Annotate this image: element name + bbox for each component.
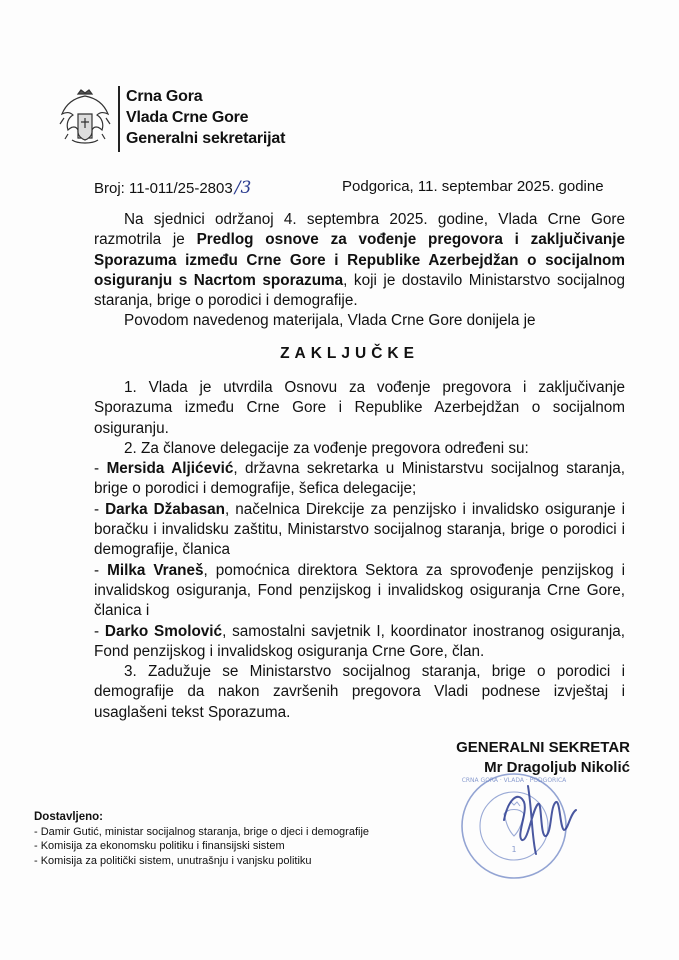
handwritten-signature-icon xyxy=(498,780,588,860)
member-prefix: - xyxy=(94,622,105,640)
distribution-title: Dostavljeno: xyxy=(34,811,104,823)
member-prefix: - xyxy=(94,561,108,579)
delegation-member xyxy=(94,561,625,622)
conclusion-3: 3. Zadužuje se Ministarstvo socijalnog staranja, brige o porodici i demografije da nakon završenih pregovora Vladi podnese izvještaj i usaglašeni tekst Sporazuma. xyxy=(94,663,625,721)
conclusion-2: 2. Za članove delegacije za vođenje pregovora određeni su: xyxy=(124,439,529,457)
reference-number-group xyxy=(94,178,251,198)
institution-header xyxy=(126,86,285,149)
document-title: ZAKLJUČKE xyxy=(280,345,419,362)
signatory-role: GENERALNI SEKRETAR xyxy=(456,739,630,756)
header-government: Vlada Crne Gore xyxy=(126,109,249,126)
distribution-item: - Komisija za politički sistem, unutrašnju i vanjsku politiku xyxy=(34,854,312,867)
intro-text-a: Na sjednici održanoj 4. septembra 2025. godine, Vlada Crne Gore razmotrila je xyxy=(94,211,625,249)
intro-proposal-title: Predlog osnove za vođenje pregovora i zaključivanje Sporazuma između Crne Gore i Republike Azerbejdžan o socijalnom osiguranju s Nacrtom sporazuma xyxy=(94,231,625,289)
header-secretariat: Generalni sekretarijat xyxy=(126,130,286,147)
distribution-list xyxy=(34,810,369,868)
member-name: Mersida Aljićević xyxy=(106,460,234,478)
member-description: , državna sekretarka u Ministarstvu socijalnog staranja, brige o porodici i demografije, šefica delegacije; xyxy=(94,460,625,498)
stamp-number: 1 xyxy=(511,845,517,854)
reference-number: Broj: 11-011/25-2803 xyxy=(94,180,233,197)
member-description: , pomoćnica direktora Sektora za sprovođenje penzijskog i invalidskog osiguranja, Fond penzijskog i invalidskog osiguranja Crne Gore, članica i xyxy=(94,561,625,620)
intro-paragraph xyxy=(94,210,625,311)
intro-paragraph-2: Povodom navedenog materijala, Vlada Crne Gore donijela je xyxy=(124,312,536,330)
member-name: Darka Džabasan xyxy=(105,500,226,518)
signatory-name: Mr Dragoljub Nikolić xyxy=(484,759,630,776)
header-country: Crna Gora xyxy=(126,88,203,105)
distribution-item: - Komisija za ekonomsku politiku i finansijski sistem xyxy=(34,840,285,852)
delegation-member xyxy=(94,459,625,500)
conclusions-section xyxy=(94,378,625,723)
header-divider xyxy=(118,86,120,152)
member-description: , načelnica Direkcije za penzijsko i invalidsko osiguranje i boračku i invalidsku zaštitu, Ministarstvo socijalnog staranja, brige o porodici i demografije, članica xyxy=(94,500,625,559)
member-prefix: - xyxy=(94,500,106,518)
intro-text-b: , koji je dostavilo Ministarstvo socijalnog staranja, brige o porodici i demografije. xyxy=(94,271,625,310)
coat-of-arms-icon xyxy=(56,88,114,150)
intro-section xyxy=(94,210,625,332)
stamp-ring-text: CRNA GORA · VLADA · PODGORICA xyxy=(461,777,567,784)
place-date: Podgorica, 11. septembar 2025. godine xyxy=(342,178,604,195)
member-name: Milka Vraneš xyxy=(107,561,204,579)
delegation-member xyxy=(94,622,625,663)
distribution-item: - Damir Gutić, ministar socijalnog staranja, brige o djeci i demografije xyxy=(34,825,370,838)
delegation-member xyxy=(94,500,625,561)
member-prefix: - xyxy=(94,460,107,478)
member-description: , samostalni savjetnik I, koordinator inostranog osiguranja, Fond penzijskog i invalidskog osiguranja Crne Gore, član. xyxy=(94,622,625,660)
reference-line xyxy=(94,178,604,200)
handwritten-suffix: /3 xyxy=(234,178,252,198)
member-name: Darko Smolović xyxy=(104,622,223,640)
conclusion-1: 1. Vlada je utvrdila Osnovu za vođenje pregovora i zaključivanje Sporazuma između Crne Gore i Republike Azerbejdžan o socijalnom osiguranju. xyxy=(94,379,625,437)
